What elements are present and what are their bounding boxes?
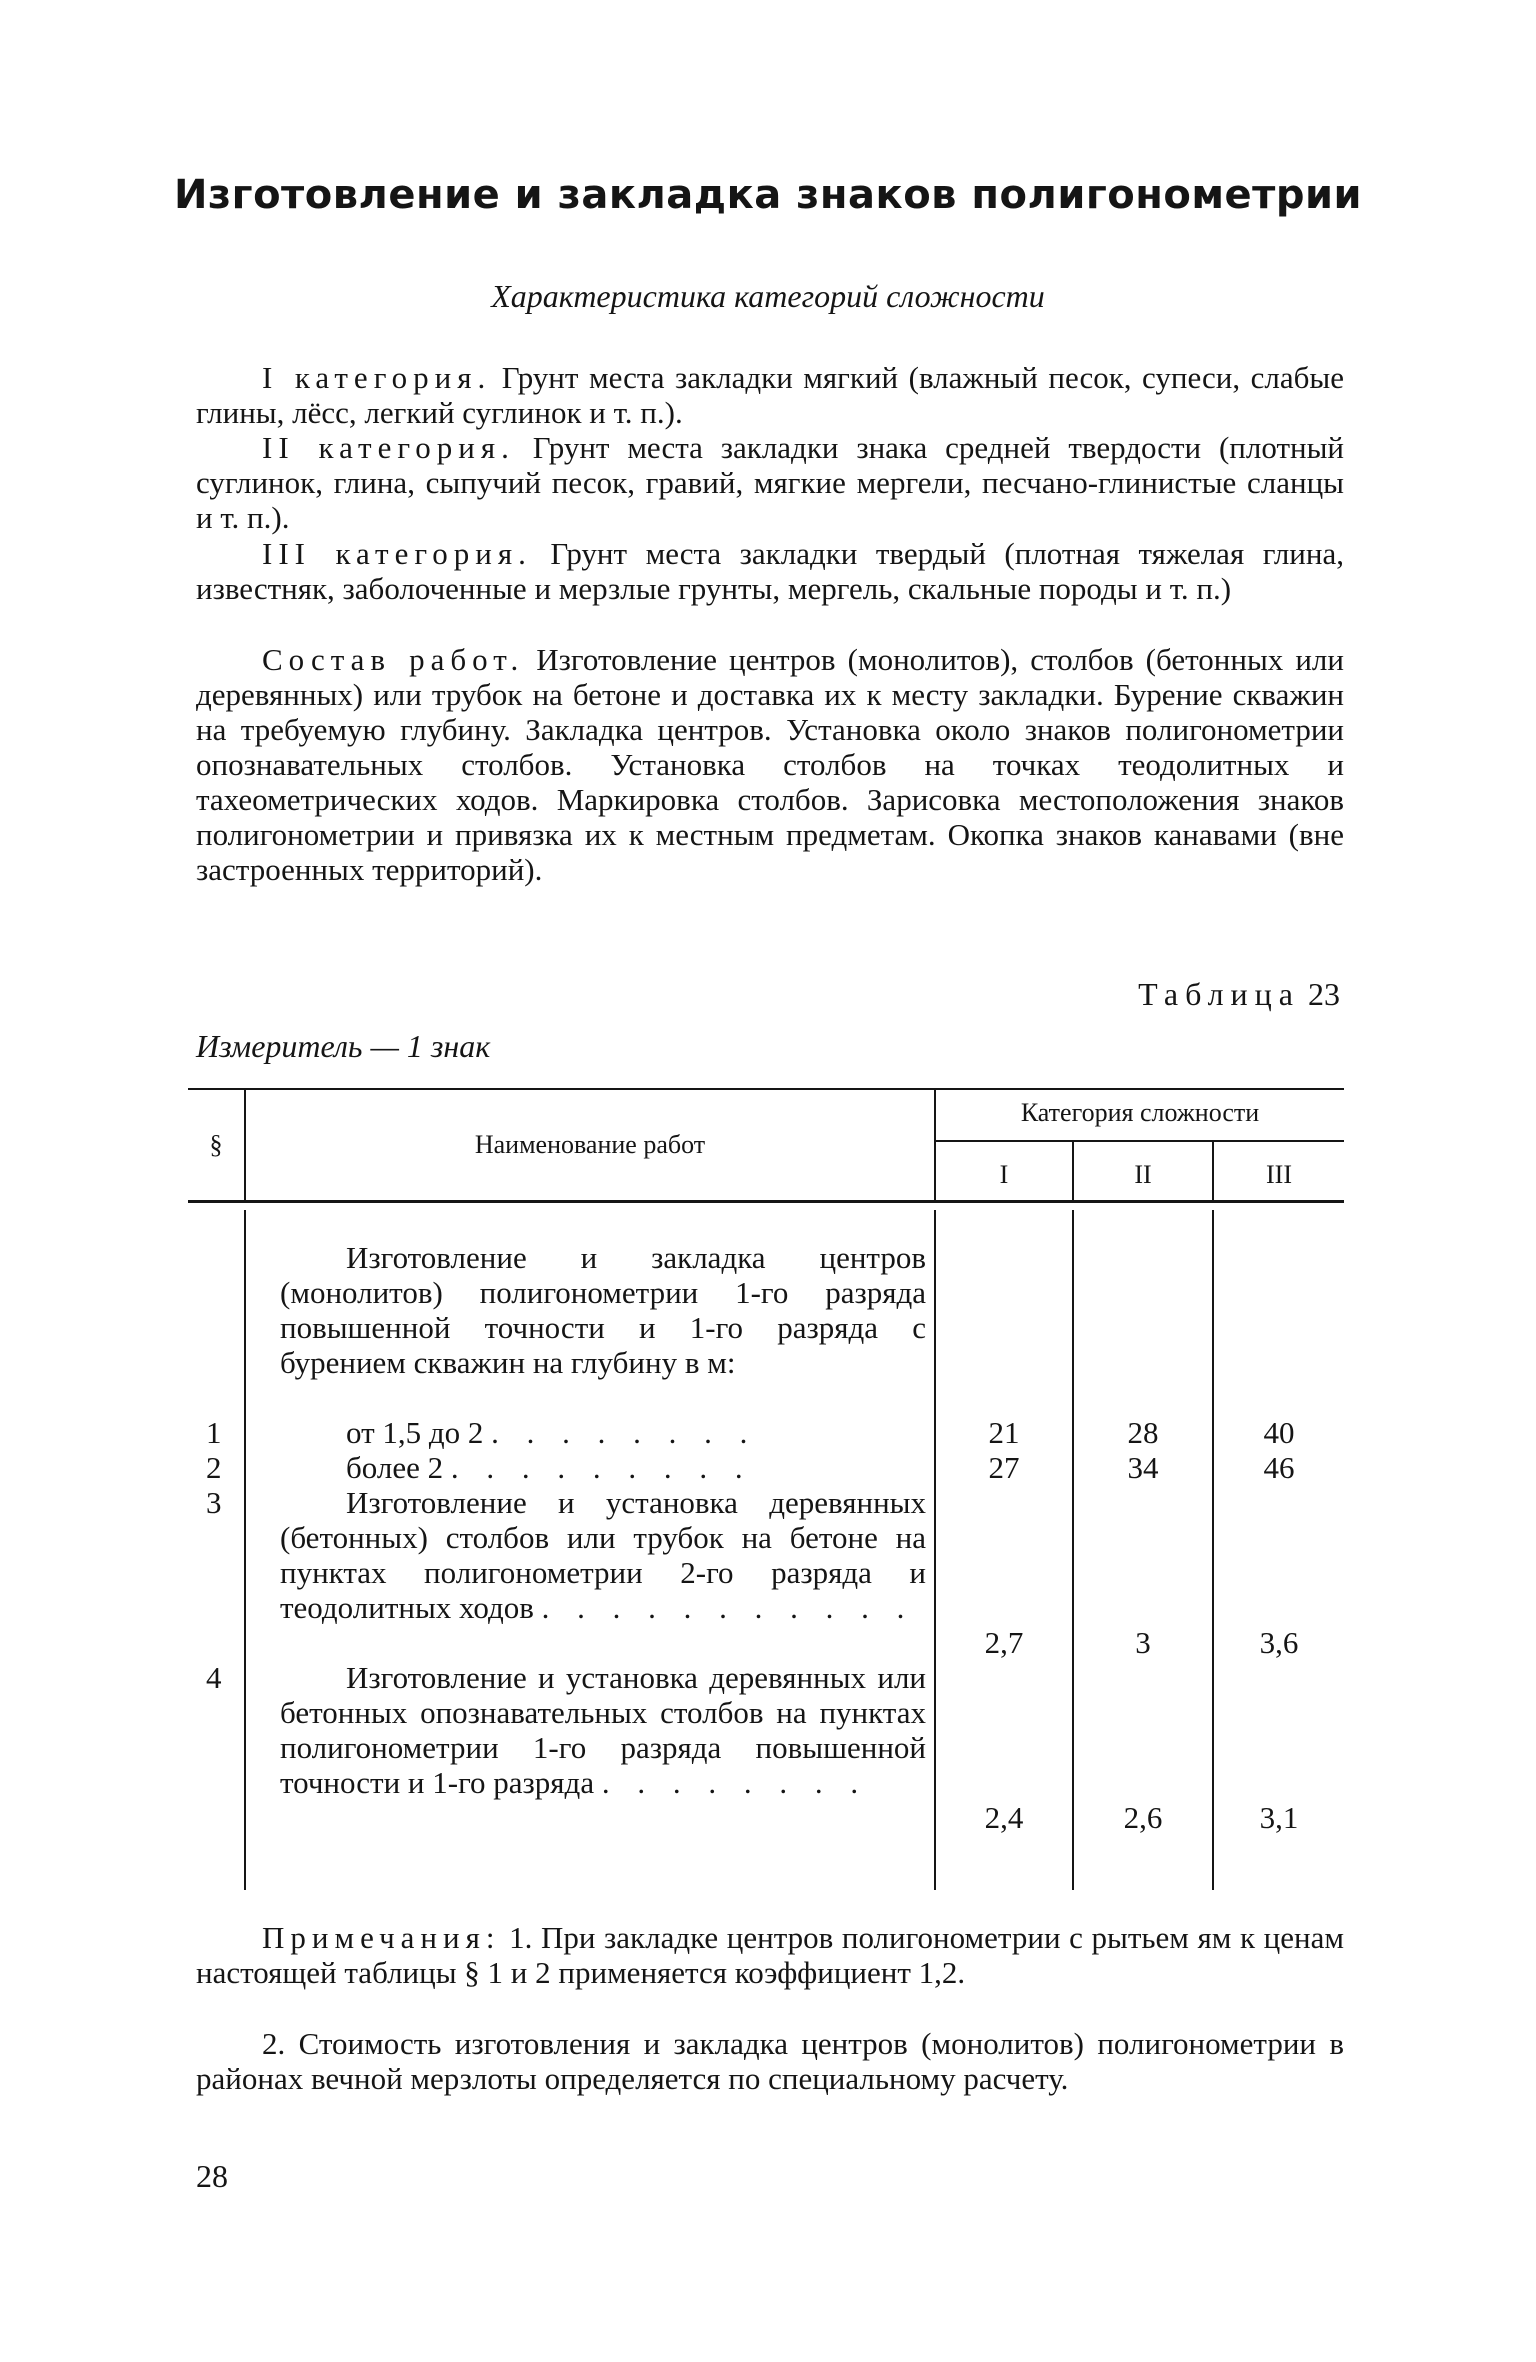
header-section: §	[209, 1130, 223, 1159]
body-divider-cat2	[1212, 1210, 1214, 1890]
paragraph-category-1	[196, 360, 1344, 430]
table-row-2-cat1: 27	[988, 1450, 1020, 1485]
header-bottom-rule	[188, 1200, 1344, 1203]
table-row-4-cat3: 3,1	[1259, 1800, 1299, 1835]
category-2-label: II категория.	[262, 430, 515, 465]
category-3-text: Грунт места закладки твердый (плотная тяжелая глина, известняк, заболоченные и мерзлые грунты, мергель, скальные породы и т. п.)	[196, 536, 1344, 606]
notes-label: Примечания:	[262, 1920, 501, 1955]
note-1	[196, 1920, 1344, 1990]
work-composition-label: Состав работ.	[262, 642, 525, 677]
table-caption-word: Таблица	[1138, 976, 1300, 1012]
table-caption-number: 23	[1308, 976, 1340, 1012]
work-composition-text: Изготовление центров (монолитов), столбов (бетонных или деревянных) или трубок на бетоне и доставка их к месту закладки. Бурение скважин на требуемую глубину. Закладка центров. Установка около знаков полигонометрии опознавательных столбов. Установка столбов на точках теодолитных и тахеометрических ходов. Маркировка столбов. Зарисовка местоположения знаков полигонометрии и привязка их к местным предметам. Окопка знаков канавами (вне застроенных территорий).	[196, 642, 1344, 887]
table-row-3-text	[280, 1485, 926, 1625]
table-row-1-cat2: 28	[1127, 1415, 1159, 1450]
category-3-label: III категория.	[262, 536, 532, 571]
table-row-3-cat2: 3	[1135, 1625, 1151, 1660]
table-row-1-text	[280, 1415, 926, 1450]
header-cat1: I	[999, 1160, 1009, 1189]
header-name: Наименование работ	[474, 1130, 706, 1159]
table-row-3-dots: . . . . . . . . . . .	[541, 1590, 915, 1625]
paragraph-category-2	[196, 430, 1344, 535]
table-row-3-num: 3	[206, 1485, 222, 1520]
table-row-2-cat3: 46	[1263, 1450, 1295, 1485]
table-row-4-text	[280, 1660, 926, 1800]
header-cat2: II	[1134, 1160, 1152, 1189]
table-row-3-label: Изготовление и установка деревянных (бетонных) столбов или трубок на бетоне на пунктах полигонометрии 2-го разряда и теодолитных ходов	[280, 1485, 926, 1625]
table-row-2-num: 2	[206, 1450, 222, 1485]
table-row-4-cat1: 2,4	[984, 1800, 1024, 1835]
table-caption	[1138, 976, 1340, 1013]
body-divider-section	[244, 1210, 246, 1890]
table-row-4-dots: . . . . . . . .	[601, 1765, 869, 1800]
table-row-4-cat2: 2,6	[1123, 1800, 1163, 1835]
table-top-rule	[188, 1088, 1344, 1090]
table-row-2-label: более 2	[346, 1450, 444, 1485]
table-row-1-cat3: 40	[1263, 1415, 1295, 1450]
table-row-1-cat1: 21	[988, 1415, 1020, 1450]
section-subtitle: Характеристика категорий сложности	[491, 278, 1045, 314]
body-divider-name	[934, 1210, 936, 1890]
table-row-1-label: от 1,5 до 2	[346, 1415, 484, 1450]
table-row-1-dots: . . . . . . . .	[491, 1415, 758, 1450]
table-row-3-cat1: 2,7	[984, 1625, 1024, 1660]
table-measure-unit: Измеритель — 1 знак	[196, 1028, 491, 1064]
category-header-rule	[934, 1140, 1344, 1142]
category-2-text: Грунт места закладки знака средней твердости (плотный суглинок, глина, сыпучий песок, гравий, мягкие мергели, песчано-глинистые сланцы и т. п.).	[196, 430, 1344, 535]
note-1-text: 1. При закладке центров полигонометрии с рытьем ям к ценам настоящей таблицы § 1 и 2 применяется коэффициент 1,2.	[196, 1920, 1344, 1990]
body-divider-cat1	[1072, 1210, 1074, 1890]
header-category-group: Категория сложности	[1020, 1098, 1260, 1127]
table-row-2-text	[280, 1450, 926, 1485]
category-1-label: I категория.	[262, 360, 492, 395]
table-row-2-cat2: 34	[1127, 1450, 1159, 1485]
paragraph-category-3	[196, 536, 1344, 606]
note-2: 2. Стоимость изготовления и закладка центров (монолитов) полигонометрии в районах вечной мерзлоты определяется по специальному расчету.	[196, 2026, 1344, 2096]
category-1-text: Грунт места закладки мягкий (влажный песок, супеси, слабые глины, лёсс, легкий суглинок и т. п.).	[196, 360, 1344, 430]
paragraph-work-composition	[196, 642, 1344, 887]
table-group1-text: Изготовление и закладка центров (монолитов) полигонометрии 1-го разряда повышенной точности и 1-го разряда с бурением скважин на глубину в м:	[280, 1240, 926, 1380]
table-row-1-num: 1	[206, 1415, 222, 1450]
header-cat3: III	[1266, 1160, 1292, 1189]
page-number: 28	[196, 2158, 228, 2194]
table-row-4-label: Изготовление и установка деревянных или бетонных опознавательных столбов на пунктах полигонометрии 1-го разряда повышенной точности и 1-го разряда	[280, 1660, 926, 1800]
table-row-4-num: 4	[206, 1660, 222, 1695]
page-title: Изготовление и закладка знаков полигонометрии	[173, 172, 1363, 218]
table-row-3-cat3: 3,6	[1259, 1625, 1299, 1660]
table-row-2-dots: . . . . . . . . .	[450, 1450, 753, 1485]
